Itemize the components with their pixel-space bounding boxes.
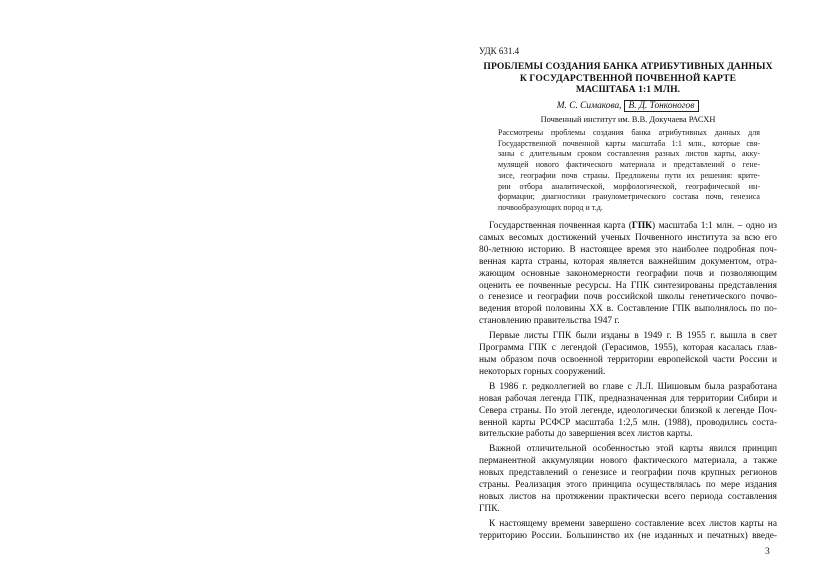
body-line: вительские работы до завершения всех листов карты. <box>479 429 693 440</box>
affiliation: Почвенный институт им. В.В. Докучаева РАСХН <box>540 115 716 124</box>
body-text: Государственная почвенная карта ( <box>489 221 632 231</box>
body-line: В 1986 г. редколлегией во главе с Л.Л. Шишовым была разработана <box>489 381 777 392</box>
udc-code: УДК 631.4 <box>479 46 520 56</box>
body-line: жающим основные закономерности географии почв и позволяющим <box>479 268 777 279</box>
body-text: ) масштаба 1:1 млн. – одно из <box>651 221 777 231</box>
abstract-line: рии отбора аналитической, морфологической, географической ин- <box>498 181 760 191</box>
body-line: К настоящему времени завершено составление всех листов карты на <box>489 518 777 529</box>
abstract-line: Рассмотрены проблемы создания банка атрибутивных данных для <box>498 128 760 137</box>
abstract <box>498 128 760 214</box>
abstract-line: почвообразующих пород и т.д. <box>498 202 603 212</box>
body-line: Программа ГПК с легендой (Герасимов, 1955), которая касалась глав- <box>479 343 777 354</box>
page-number: 3 <box>765 546 770 557</box>
body-line: ным образом почв освоенной территории европейской части России и <box>479 354 777 365</box>
article-title <box>479 61 777 96</box>
abstract-line: Государственной почвенной карты масштаба 1:1 млн., которые свя- <box>498 138 760 148</box>
body-line: Важной отличительной особенностью этой карты явился принцип <box>489 444 777 455</box>
body-line: венной карты РСФСР масштаба 1:2,5 млн. (1988), проводились соста- <box>479 417 777 428</box>
author-simakova: М. С. Симакова, <box>556 101 622 111</box>
authors-line <box>479 100 777 112</box>
body-line: Севера страны. По этой легенде, идеологически близкой к легенде Поч- <box>479 405 777 416</box>
body-line: ведения второй половины XX в. Составление ГПК выполнялось по по- <box>479 304 777 315</box>
article-body <box>479 221 777 543</box>
abstract-line: формации; диагностики гранулометрического состава почв, генезиса <box>498 192 760 202</box>
body-line: новых представлений о генезисе и географии почв крупных регионов <box>479 468 777 479</box>
body-line: новых листов на протяжении практически всего периода составления <box>479 491 777 502</box>
body-line: самых весомых достижений ученых Почвенного института за всю его <box>479 232 777 243</box>
author-tonkonogov-selected[interactable]: В. Д. Тонконогов <box>624 100 700 112</box>
body-line <box>479 221 777 233</box>
body-line: Первые листы ГПК были изданы в 1949 г. В 1955 г. вышла в свет <box>489 331 777 342</box>
abstract-line: зисе, географии почв страны. Предложены пути их решения: крите- <box>498 170 760 180</box>
body-line: территорию России. Большинство их (не изданных и печатных) введе- <box>479 530 777 541</box>
title-line: К ГОСУДАРСТВЕННОЙ ПОЧВЕННОЙ КАРТЕ <box>519 72 737 84</box>
body-line: новая рабочая легенда ГПК, предназначенная для территории Сибири и <box>479 393 777 404</box>
body-line: о генезисе и географии почв российской школы генетического почво- <box>479 292 777 303</box>
title-line: МАСШТАБА 1:1 МЛН. <box>575 84 681 96</box>
abbr-gpk: ГПК <box>631 221 652 231</box>
body-line: венная карта страны, которая является важнейшим документом, отра- <box>479 256 777 267</box>
body-line: страны. Реализация этого принципа осуществлялась по мере издания <box>479 480 777 491</box>
body-line: 80-летнюю историю. В настоящее время это наиболее подробная поч- <box>479 244 777 255</box>
body-line: ГПК. <box>479 503 500 514</box>
body-line: оценить ее почвенные ресурсы. На ГПК синтезированы представления <box>479 280 777 291</box>
body-line: становлению правительства 1947 г. <box>479 316 620 327</box>
title-line: ПРОБЛЕМЫ СОЗДАНИЯ БАНКА АТРИБУТИВНЫХ ДАННЫХ <box>483 61 773 72</box>
body-line: перманентной аккумуляции нового фактического материала, а также <box>479 456 777 467</box>
body-line: некоторых горных сооружений. <box>479 366 606 377</box>
abstract-line: мулящей нового фактического материала и представлений о гене- <box>498 160 760 170</box>
abstract-line: заны с длительным сроком составления разных листов карты, акку- <box>498 149 760 159</box>
